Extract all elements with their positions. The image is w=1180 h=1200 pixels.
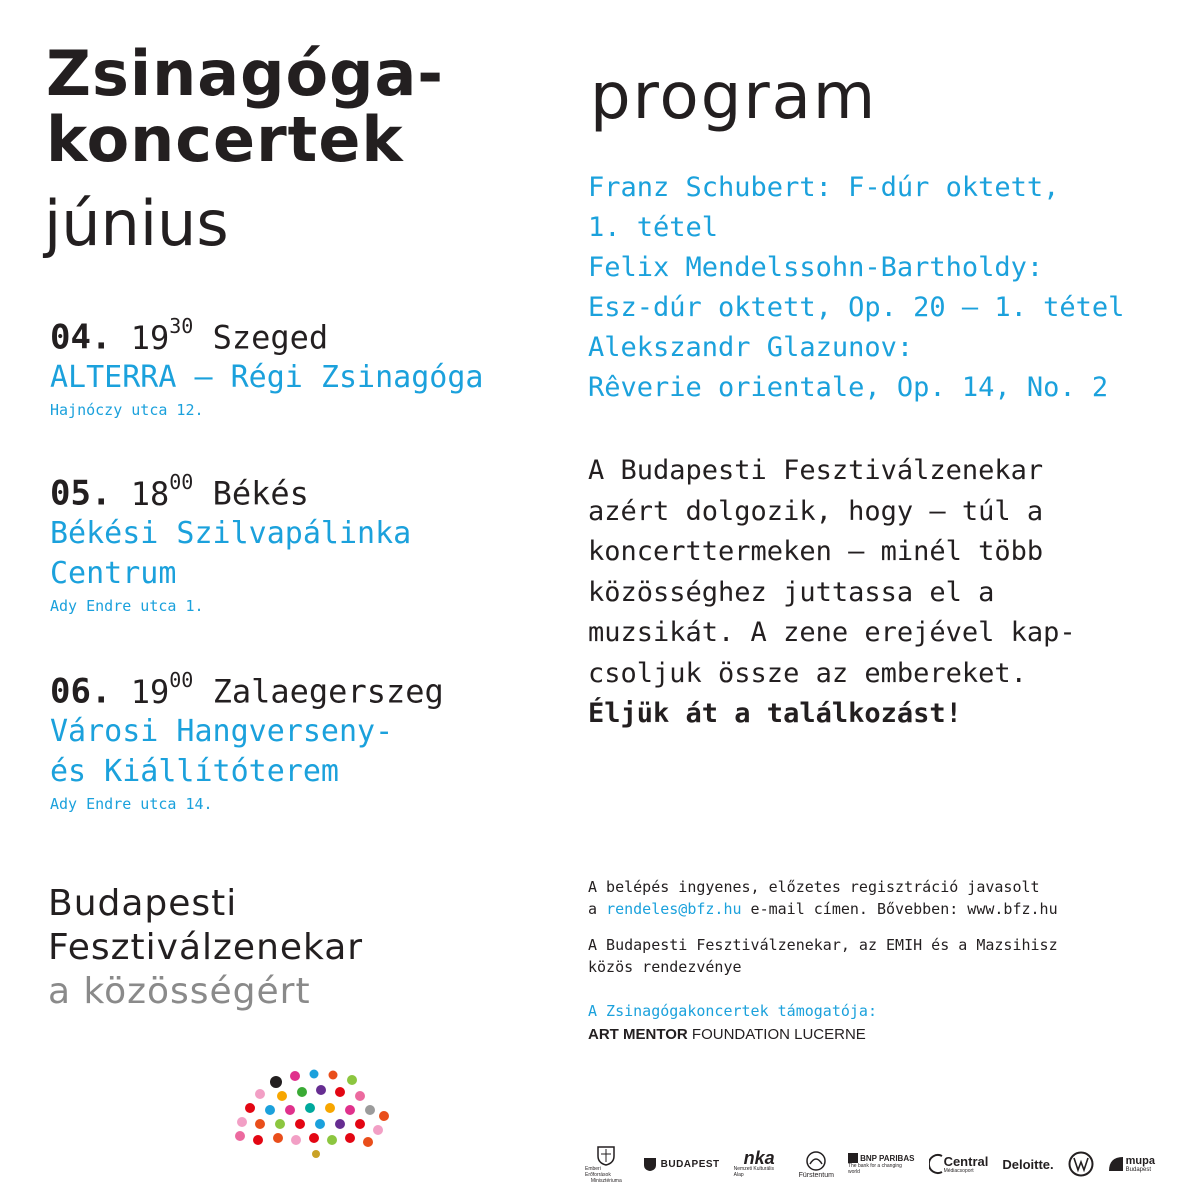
email-link[interactable]: rendeles@bfz.hu [606, 900, 742, 918]
info-line-3: A Budapesti Fesztiválzenekar, az EMIH és a Mazsihisz [588, 936, 1058, 954]
bnp-icon: BNP PARIBAS The bank for a changing world [847, 1153, 915, 1175]
event-3-address: Ady Endre utca 14. [50, 794, 213, 813]
organization-name [48, 882, 363, 1014]
event-2-header [50, 466, 411, 514]
program-line-1: Franz Schubert: F-dúr oktett, [588, 172, 1060, 203]
title-month: június [44, 187, 229, 260]
event-3-city: Zalaegerszeg [212, 672, 444, 711]
org-line-2: Fesztiválzenekar [48, 927, 364, 968]
central-icon: Central Médiacsoport [929, 1153, 989, 1175]
city-crest-icon: BUDAPEST [642, 1156, 720, 1172]
program-line-6: Rêverie orientale, Op. 14, No. 2 [588, 372, 1109, 403]
title-line-2: koncertek [46, 103, 404, 176]
event-1 [50, 310, 483, 420]
info-block [588, 876, 1058, 1043]
event-1-time: $19^{30}$ [130, 314, 194, 357]
bfz-dots-logo-icon [220, 1060, 410, 1170]
program-list [588, 168, 1124, 408]
paragraph-line-6: csoljuk össze az embereket. [588, 657, 1027, 689]
mupa-icon: mupa Budapest [1108, 1156, 1155, 1173]
event-1-day: 04. [50, 317, 112, 358]
nka-icon: nka Nemzeti Kulturális Alap [733, 1148, 775, 1178]
event-2-venue-line-2: Centrum [50, 555, 177, 591]
title-line-1: Zsinagóga- [46, 37, 445, 110]
paragraph-line-4: közösséghez juttassa el a [588, 576, 995, 608]
paragraph-line-1: A Budapesti Fesztiválzenekar [588, 455, 1044, 486]
program-line-5: Alekszandr Glazunov: [588, 332, 914, 363]
event-2-city: Békés [212, 474, 309, 513]
program-line-2: 1. tétel [588, 212, 719, 243]
program-line-3: Felix Mendelssohn-Bartholdy: [588, 252, 1044, 283]
event-1-address: Hajnóczy utca 12. [50, 400, 204, 419]
event-3-venue-line-1: Városi Hangverseny- [50, 713, 394, 749]
paragraph-line-3: koncerttermeken – minél több [588, 536, 1044, 567]
vw-icon [1068, 1151, 1094, 1177]
event-3-venue-line-2: és Kiállítóterem [50, 753, 339, 789]
paragraph-line-2: azért dolgozik, hogy – túl a [588, 495, 1044, 527]
event-1-city: Szeged [212, 318, 329, 357]
crest-icon: Emberi Erőforrások Minisztériuma [585, 1144, 628, 1184]
furstentum-icon: Fürstentum [799, 1150, 834, 1179]
event-2-address: Ady Endre utca 1. [50, 596, 204, 615]
info-line-1: A belépés ingyenes, előzetes regisztráció javasolt [588, 878, 1040, 896]
event-3-day: 06. [50, 671, 112, 712]
event-2-venue-line-1: Békési Szilvapálinka [50, 515, 412, 551]
paragraph-slogan: Éljük át a találkozást! [588, 698, 962, 729]
event-2-day: 05. [50, 473, 112, 514]
sponsor-logos [585, 1142, 1155, 1186]
deloitte-icon: Deloitte. [1002, 1156, 1054, 1172]
event-1-header [50, 310, 483, 358]
event-3 [50, 664, 444, 814]
info-line-4: közös rendezvénye [588, 958, 742, 976]
event-3-header [50, 664, 444, 712]
sponsor-label: A Zsinagógakoncertek támogatója: [588, 1002, 877, 1020]
description-paragraph [588, 451, 1076, 735]
event-1-venue: ALTERRA – Régi Zsinagóga [50, 359, 484, 395]
event-2 [50, 466, 411, 616]
event-2-time: $18^{00}$ [130, 470, 194, 513]
program-line-4: Esz-dúr oktett, Op. 20 – 1. tétel [588, 292, 1125, 323]
org-line-1: Budapesti [48, 883, 238, 924]
org-tagline: a közösségért [48, 971, 311, 1012]
info-line-2: a rendeles@bfz.hu e-mail címen. Bővebben: www.bfz.hu [588, 900, 1058, 918]
program-title: program [590, 60, 878, 134]
paragraph-line-5: muzsikát. A zene erejével kap- [588, 617, 1076, 648]
sponsor-name: ART MENTOR FOUNDATION LUCERNE [588, 1026, 866, 1043]
event-3-time: $19^{00}$ [130, 668, 194, 711]
